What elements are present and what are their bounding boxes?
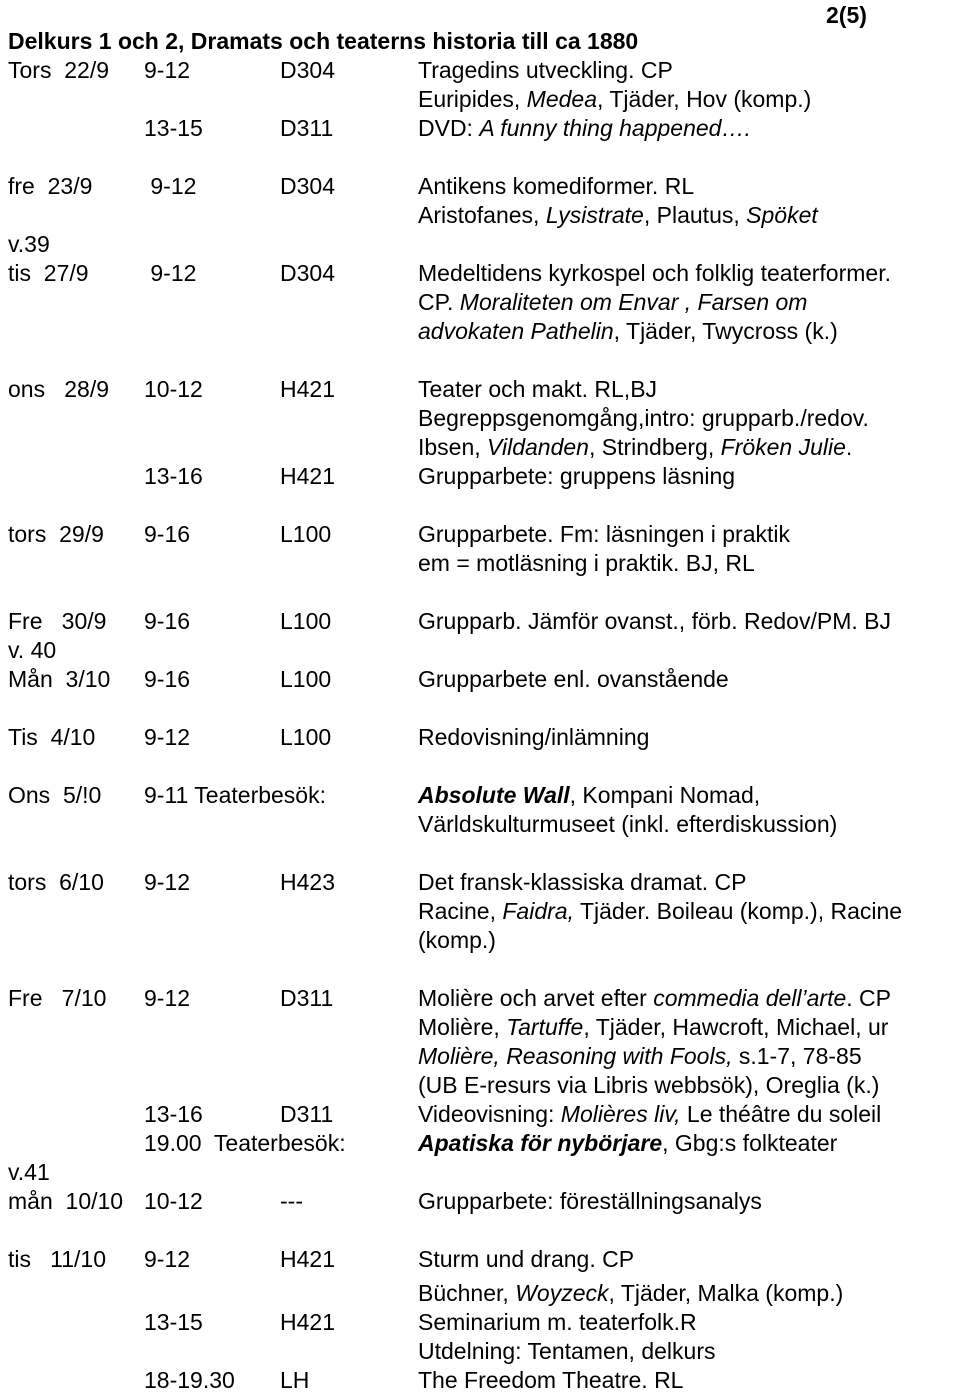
room-cell: H421 (280, 1309, 335, 1335)
time-cell: 19.00 Teaterbesök: (144, 1130, 346, 1156)
page-number: 2(5) (826, 2, 867, 28)
schedule-line (0, 781, 960, 810)
description-segment: (UB E-resurs via Libris webbsök), Oreglia (k.) (418, 1072, 880, 1098)
description-segment: , Tjäder, Malka (komp.) (608, 1280, 844, 1306)
time-cell: 9-16 (144, 608, 191, 634)
schedule-line (0, 665, 960, 694)
description-segment: The Freedom Theatre. RL (418, 1367, 684, 1393)
description-segment: Molière, (418, 1014, 507, 1040)
description-segment: Molière och arvet efter (418, 985, 654, 1011)
description-segment: Lysistrate (545, 202, 644, 228)
description-segment: Det fransk-klassiska dramat. CP (418, 869, 747, 895)
description-segment: Tragedins utveckling. CP (418, 57, 673, 83)
description-cell (418, 1308, 697, 1337)
description-segment: Büchner, (418, 1280, 516, 1306)
description-segment: . (845, 434, 853, 460)
description-cell (418, 259, 891, 288)
description-segment: Le théâtre du soleil (680, 1101, 882, 1127)
description-segment: Faidra, (502, 898, 574, 924)
schedule-line (0, 723, 960, 752)
description-segment: (komp.) (418, 927, 496, 953)
schedule-line (0, 1042, 960, 1071)
description-segment: A funny thing happened…. (479, 115, 751, 141)
day-cell: fre 23/9 (8, 173, 93, 199)
description-segment: em = motläsning i praktik. BJ, RL (418, 550, 755, 576)
description-segment: Seminarium m. teaterfolk.R (418, 1309, 697, 1335)
description-segment: Grupparb. Jämför ovanst., förb. Redov/PM. BJ (418, 608, 891, 634)
description-cell (418, 1013, 888, 1042)
description-segment: Ibsen, (418, 434, 488, 460)
description-cell (418, 810, 837, 839)
day-cell: tis 11/10 (8, 1246, 107, 1272)
description-segment: , Strindberg, (588, 434, 721, 460)
schedule-line (0, 897, 960, 926)
description-segment: Grupparbete enl. ovanstående (418, 666, 729, 692)
description-segment: Grupparbete. Fm: läsningen i praktik (418, 521, 791, 547)
description-cell (418, 288, 807, 317)
room-cell: D304 (280, 57, 335, 83)
schedule-line (0, 85, 960, 114)
room-cell: L100 (280, 666, 332, 692)
description-segment: , Gbg:s folkteater (662, 1130, 838, 1156)
schedule-line (0, 1245, 960, 1274)
description-cell (418, 1187, 762, 1216)
description-cell (418, 56, 673, 85)
time-cell: 9-12 (144, 1246, 191, 1272)
day-cell: mån 10/10 (8, 1188, 124, 1214)
description-cell (418, 1129, 837, 1158)
description-segment: , Tjäder, Hawcroft, Michael, ur (583, 1014, 889, 1040)
schedule-line (0, 1100, 960, 1129)
schedule-line (0, 549, 960, 578)
description-cell (418, 665, 729, 694)
schedule-line (0, 404, 960, 433)
document-heading: Delkurs 1 och 2, Dramats och teaterns historia till ca 1880 (8, 28, 639, 54)
description-segment: DVD: (418, 115, 480, 141)
time-cell: 9-11 Teaterbesök: (144, 782, 326, 808)
day-cell: Tors 22/9 (8, 57, 109, 83)
day-cell: Mån 3/10 (8, 666, 111, 692)
description-segment: Spöket (746, 202, 818, 228)
description-cell (418, 926, 496, 955)
description-segment: Medea (526, 86, 597, 112)
schedule-line (0, 375, 960, 404)
description-cell (418, 85, 811, 114)
description-cell (418, 984, 891, 1013)
time-cell: 9-12 (144, 724, 191, 750)
schedule-line (0, 607, 960, 636)
schedule-line (0, 1308, 960, 1337)
description-cell (418, 897, 902, 926)
description-cell (418, 1366, 683, 1395)
time-cell: 13-16 (144, 1101, 203, 1127)
description-cell (418, 1100, 881, 1129)
description-segment: , Kompani Nomad, (569, 782, 761, 808)
time-cell: 9-16 (144, 666, 191, 692)
day-cell: Ons 5/!0 (8, 782, 102, 808)
description-cell (418, 433, 852, 462)
description-segment: Euripides, (418, 86, 527, 112)
description-cell (418, 1245, 634, 1274)
schedule-line (0, 201, 960, 230)
description-segment: Aristofanes, (418, 202, 546, 228)
room-cell: D304 (280, 260, 335, 286)
time-cell: 9-12 (144, 869, 191, 895)
schedule-line (0, 172, 960, 201)
room-cell: L100 (280, 521, 332, 547)
room-cell: D311 (280, 115, 334, 141)
schedule-line (0, 984, 960, 1013)
schedule-line (0, 1187, 960, 1216)
room-cell: L100 (280, 724, 332, 750)
room-cell: H421 (280, 1246, 335, 1272)
description-cell (418, 781, 760, 810)
description-segment: Grupparbete: föreställningsanalys (418, 1188, 762, 1214)
description-segment: Begreppsgenomgång,intro: grupparb./redov. (418, 405, 869, 431)
description-segment: Woyzeck (515, 1280, 609, 1306)
description-segment: Absolute Wall (418, 782, 570, 808)
schedule-line (0, 926, 960, 955)
day-cell: tors 29/9 (8, 521, 104, 547)
room-cell: --- (280, 1188, 303, 1214)
room-cell: LH (280, 1367, 310, 1393)
description-cell (418, 1071, 879, 1100)
description-segment: Videovisning: (418, 1101, 561, 1127)
description-segment: Teater och makt. RL,BJ (418, 376, 658, 402)
description-segment: Medeltidens kyrkospel och folklig teaterformer. (418, 260, 891, 286)
time-cell: 10-12 (144, 1188, 203, 1214)
description-cell (418, 201, 818, 230)
room-cell: L100 (280, 608, 332, 634)
description-cell (418, 462, 735, 491)
schedule-line (0, 1279, 960, 1308)
schedule-line (0, 810, 960, 839)
schedule-line (0, 56, 960, 85)
description-cell (418, 317, 838, 346)
description-segment: Utdelning: Tentamen, delkurs (418, 1338, 716, 1364)
schedule-line (0, 1158, 960, 1187)
description-cell (418, 868, 746, 897)
schedule-line (0, 288, 960, 317)
day-cell: tis 27/9 (8, 260, 89, 286)
description-cell (418, 375, 657, 404)
schedule-line (0, 230, 960, 259)
room-cell: D311 (280, 1101, 334, 1127)
description-segment: Apatiska för nybörjare (418, 1130, 663, 1156)
schedule-line (0, 114, 960, 143)
day-cell: Tis 4/10 (8, 724, 96, 750)
day-cell: v.41 (8, 1159, 50, 1185)
day-cell: ons 28/9 (8, 376, 110, 402)
description-segment: Världskulturmuseet (inkl. efterdiskussion) (418, 811, 838, 837)
room-cell: H421 (280, 463, 335, 489)
description-segment: s.1-7, 78-85 (732, 1043, 862, 1069)
schedule-line (0, 317, 960, 346)
schedule-line (0, 259, 960, 288)
time-cell: 9-12 (144, 260, 197, 286)
schedule-line (0, 868, 960, 897)
description-segment: Redovisning/inlämning (418, 724, 650, 750)
time-cell: 9-16 (144, 521, 191, 547)
time-cell: 13-15 (144, 1309, 203, 1335)
description-segment: Tartuffe (506, 1014, 584, 1040)
description-segment: Fröken Julie (720, 434, 846, 460)
schedule-line (0, 462, 960, 491)
schedule-line (0, 1071, 960, 1100)
time-cell: 10-12 (144, 376, 203, 402)
description-cell (418, 404, 869, 433)
description-segment: advokaten Pathelin (418, 318, 614, 344)
description-segment: CP. (418, 289, 460, 315)
day-cell: Fre 30/9 (8, 608, 107, 634)
day-cell: tors 6/10 (8, 869, 104, 895)
description-cell (418, 172, 694, 201)
schedule-line (0, 1129, 960, 1158)
schedule-line (0, 1366, 960, 1395)
description-cell (418, 549, 755, 578)
description-cell (418, 1337, 715, 1366)
description-cell (418, 1279, 843, 1308)
description-segment: . CP (846, 985, 891, 1011)
description-segment: , Tjäder, Hov (komp.) (597, 86, 812, 112)
time-cell: 9-12 (144, 57, 191, 83)
description-cell (418, 607, 891, 636)
schedule-line (0, 636, 960, 665)
description-cell (418, 114, 751, 143)
time-cell: 9-12 (144, 173, 197, 199)
time-cell: 18-19.30 (144, 1367, 235, 1393)
description-segment: commedia dell’arte (653, 985, 847, 1011)
time-cell: 13-15 (144, 115, 203, 141)
schedule-line (0, 520, 960, 549)
room-cell: D304 (280, 173, 335, 199)
description-segment: , Tjäder, Twycross (k.) (613, 318, 838, 344)
day-cell: v. 40 (8, 637, 57, 663)
description-cell (418, 723, 649, 752)
description-cell (418, 520, 790, 549)
day-cell: Fre 7/10 (8, 985, 107, 1011)
room-cell: H423 (280, 869, 335, 895)
time-cell: 13-16 (144, 463, 203, 489)
description-segment: Grupparbete: gruppens läsning (418, 463, 736, 489)
description-segment: , Plautus, (643, 202, 747, 228)
room-cell: D311 (280, 985, 334, 1011)
description-segment: Antikens komediformer. RL (418, 173, 695, 199)
description-segment: Molières liv, (560, 1101, 681, 1127)
description-cell (418, 1042, 862, 1071)
schedule-line (0, 1013, 960, 1042)
description-segment: Moraliteten om Envar , Farsen om (459, 289, 808, 315)
room-cell: H421 (280, 376, 335, 402)
description-segment: Racine, (418, 898, 503, 924)
day-cell: v.39 (8, 231, 50, 257)
description-segment: Sturm und drang. CP (418, 1246, 635, 1272)
schedule-line (0, 1337, 960, 1366)
description-segment: Molière, Reasoning with Fools, (418, 1043, 733, 1069)
time-cell: 9-12 (144, 985, 191, 1011)
schedule-line (0, 433, 960, 462)
description-segment: Tjäder. Boileau (komp.), Racine (573, 898, 903, 924)
description-segment: Vildanden (487, 434, 589, 460)
